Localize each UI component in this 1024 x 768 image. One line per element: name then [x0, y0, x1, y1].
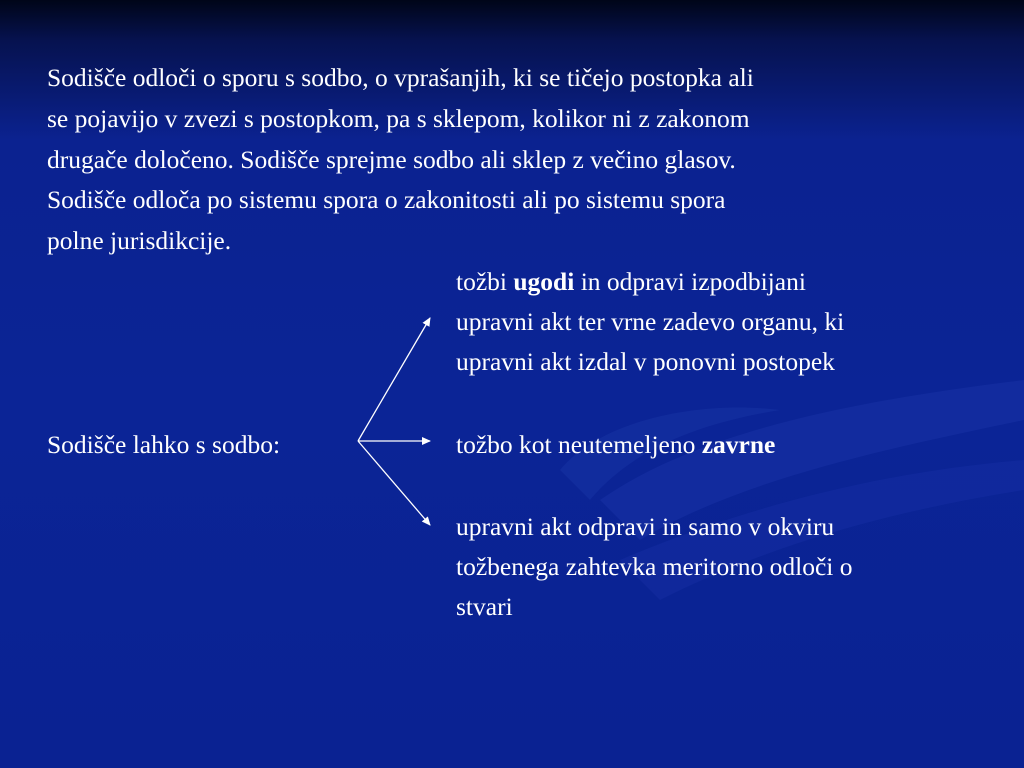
- option-line: stvari: [456, 592, 513, 621]
- option-line: upravni akt odpravi in samo v okviru: [456, 512, 835, 541]
- option-keyword: zavrne: [701, 430, 776, 459]
- option-line: tožbenega zahtevka meritorno odloči o: [456, 552, 853, 581]
- arrow-up: [358, 318, 430, 441]
- option-line: upravni akt ter vrne zadevo organu, ki: [456, 307, 845, 336]
- paragraph-line: drugače določeno. Sodišče sprejme sodbo ali sklep z večino glasov.: [47, 144, 736, 174]
- option-text: tožbi: [456, 267, 514, 296]
- paragraph-line: Sodišče odloča po sistemu spora o zakonitosti ali po sistemu spora: [47, 185, 726, 215]
- option-keyword: ugodi: [513, 267, 575, 296]
- paragraph-line: Sodišče odloči o sporu s sodbo, o vprašanjih, ki se tičejo postopka ali: [47, 63, 754, 92]
- arrow-down: [358, 441, 430, 525]
- option-text: in odpravi izpodbijani: [574, 267, 806, 296]
- paragraph-line: polne jurisdikcije.: [47, 226, 232, 256]
- option-text: tožbo kot neutemeljeno: [456, 430, 702, 459]
- paragraph-line: se pojavijo v zvezi s postopkom, pa s sklepom, kolikor ni z zakonom: [47, 103, 750, 133]
- option-line: upravni akt izdal v ponovni postopek: [456, 347, 835, 376]
- lead-label: Sodišče lahko s sodbo:: [47, 430, 281, 459]
